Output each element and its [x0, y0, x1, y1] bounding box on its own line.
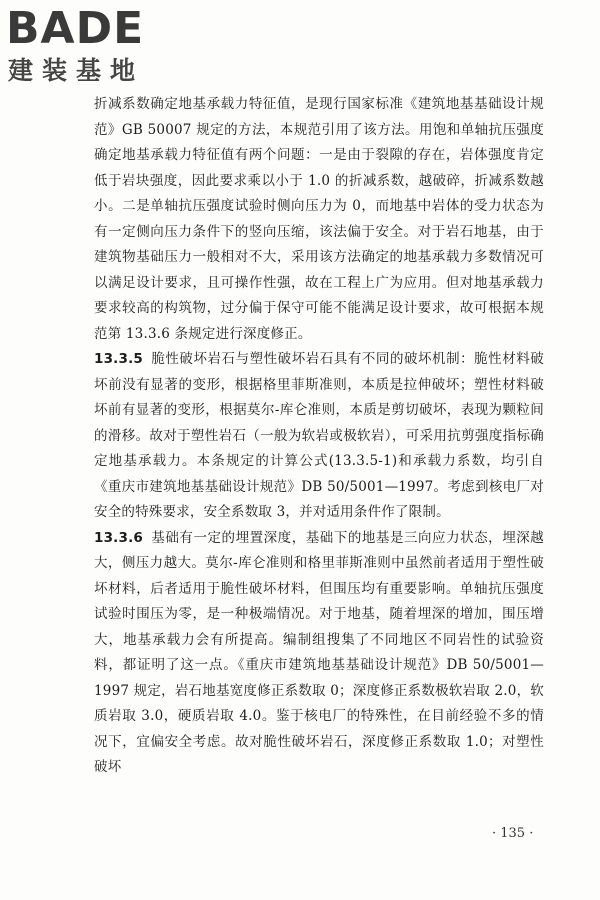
- paragraph-continued: [94, 92, 544, 347]
- logo-wordmark: BADE: [6, 3, 145, 54]
- paragraph-13-3-6: [94, 526, 544, 781]
- paragraph-13-3-5: [94, 347, 544, 526]
- page-number: · 135 ·: [492, 826, 534, 841]
- brand-logo: [6, 4, 186, 88]
- section-number: 13.3.5: [94, 351, 144, 367]
- paragraph-text: 脆性破坏岩石与塑性破坏岩石具有不同的破坏机制：脆性材料破坏前没有显著的变形，根据格里菲斯准则，本质是拉伸破坏；塑性材料破坏前有显著的变形，根据莫尔-库仑准则，本质是剪切破坏，表现为颗粒间的滑移。故对于塑性岩石（一般为软岩或极软岩），可采用抗剪强度指标确定地基承载力。本条规定的计算公式(13.3.5-1)和承载力系数，均引自《重庆市建筑地基基础设计规范》DB 50/5001—1997。考虑到核电厂对安全的特殊要求，安全系数取 3，并对适用条件作了限制。: [94, 351, 544, 520]
- body-text: [94, 92, 544, 781]
- paragraph-text: 基础有一定的埋置深度，基础下的地基是三向应力状态，埋深越大，侧压力越大。莫尔-库仑准则和格里菲斯准则中虽然前者适用于塑性破坏材料，后者适用于脆性破坏材料，但围压均有重要影响。单轴抗压强度试验时围压为零，是一种极端情况。对于地基，随着埋深的增加，围压增大，地基承载力会有所提高。编制组搜集了不同地区不同岩性的试验资料，都证明了这一点。《重庆市建筑地基基础设计规范》DB 50/5001—1997 规定，岩石地基宽度修正系数取 0；深度修正系数极软岩取 2.0，软质岩取 3.0，硬质岩取 4.0。鉴于核电厂的特殊性，在目前经验不多的情况下，宜偏安全考虑。故对脆性破坏岩石，深度修正系数取 1.0；对塑性破坏: [94, 529, 544, 775]
- section-number: 13.3.6: [94, 529, 144, 546]
- paragraph-text: 折减系数确定地基承载力特征值，是现行国家标准《建筑地基基础设计规范》GB 50007 规定的方法，本规范引用了该方法。用饱和单轴抗压强度确定地基承载力特征值有两个问题：一是由于裂隙的存在，岩体强度肯定低于岩块强度，因此要求乘以小于 1.0 的折减系数，越破碎，折减系数越小。二是单轴抗压强度试验时侧向压力为 0，而地基中岩体的受力状态为有一定侧向压力条件下的竖向压缩，该法偏于安全。对于岩石地基，由于建筑物基础压力一般相对不大，采用该方法确定的地基承载力多数情况可以满足设计要求，且可操作性强，故在工程上广为应用。但对地基承载力要求较高的构筑物，过分偏于保守可能不能满足设计要求，故可根据本规范第 13.3.6 条规定进行深度修正。: [94, 96, 544, 342]
- logo-subtitle: 建装基地: [8, 56, 145, 85]
